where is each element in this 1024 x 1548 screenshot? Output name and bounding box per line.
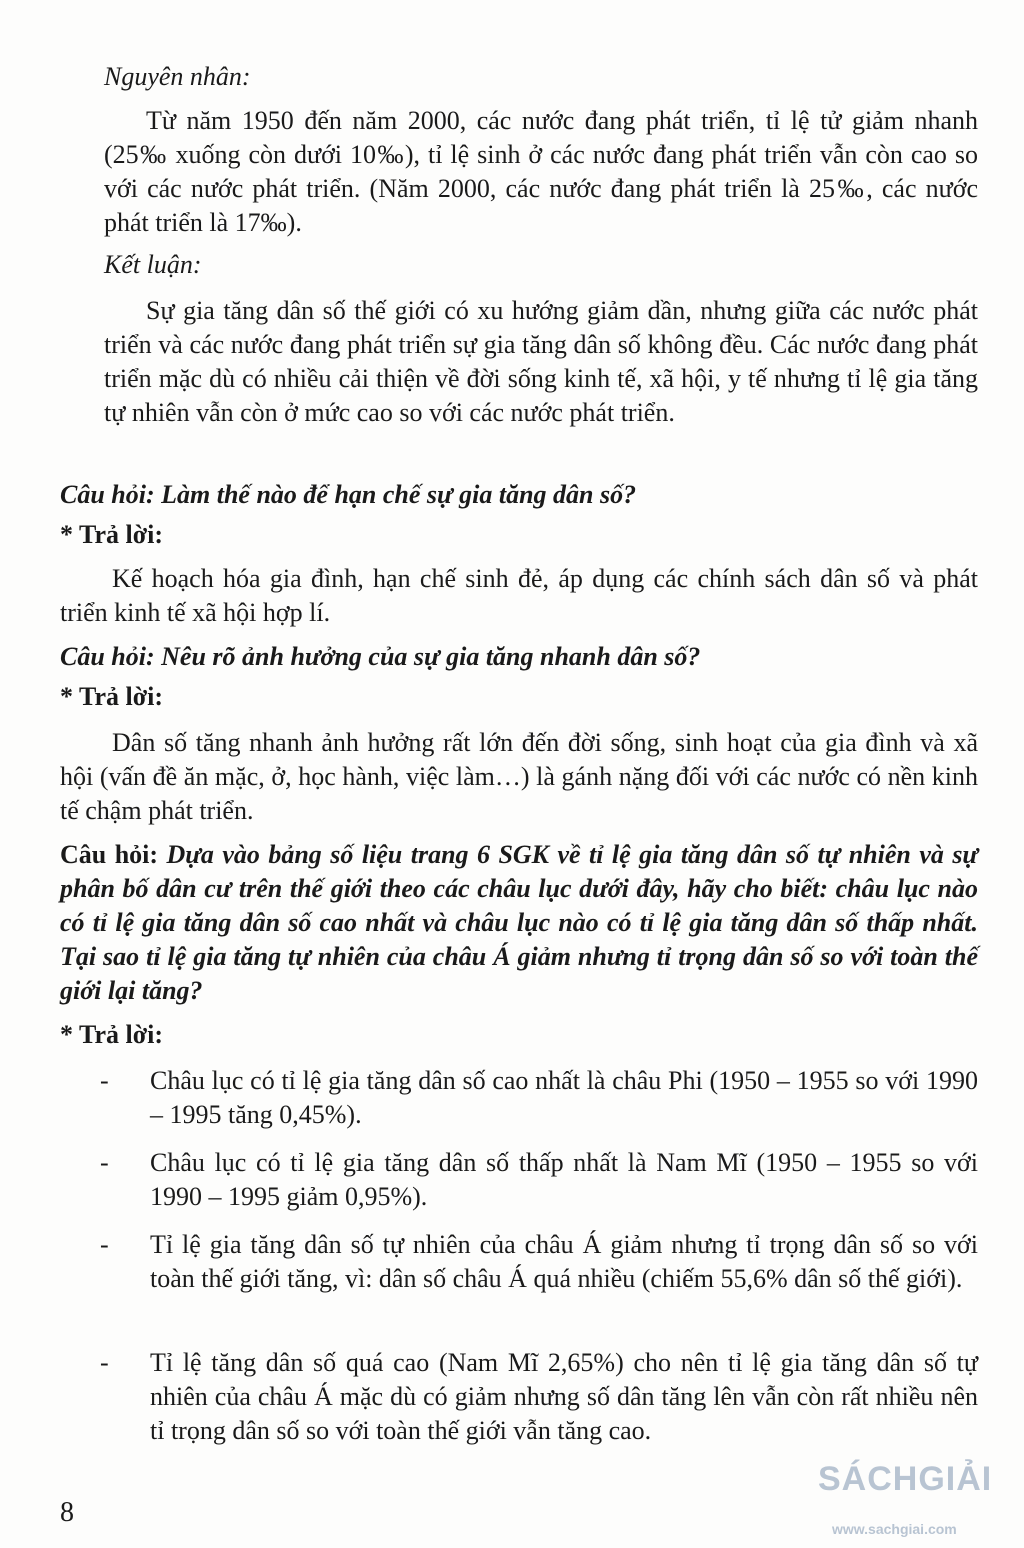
bullet-dash: - xyxy=(100,1348,109,1377)
answer-2: Dân số tăng nhanh ảnh hưởng rất lớn đến đời sống, sinh hoạt của gia đình và xã hội (vấn đề ăn mặc, ở, học hành, việc làm…) là gánh nặng đối với các nước có nền kinh tế chậm phát triển. xyxy=(60,728,978,825)
question-3 xyxy=(60,838,978,1008)
question-1: Câu hỏi: Làm thế nào để hạn chế sự gia tăng dân số? xyxy=(60,480,637,509)
bullet-dash: - xyxy=(100,1066,109,1095)
answer-label-3: * Trả lời: xyxy=(60,1020,163,1049)
question-3-body: Dựa vào bảng số liệu trang 6 SGK về tỉ lệ gia tăng dân số tự nhiên và sự phân bố dân cư trên thế giới theo các châu lục dưới đây, hãy cho biết: châu lục nào có tỉ lệ gia tăng dân số cao nhất và châu lục nào có tỉ lệ gia tăng dân số thấp nhất. Tại sao tỉ lệ gia tăng tự nhiên của châu Á giảm nhưng tỉ trọng dân số so với toàn thế giới lại tăng? xyxy=(60,840,979,1005)
answer-1: Kế hoạch hóa gia đình, hạn chế sinh đẻ, áp dụng các chính sách dân số và phát triển kinh tế xã hội hợp lí. xyxy=(60,564,978,627)
bullet-text: Châu lục có tỉ lệ gia tăng dân số thấp nhất là Nam Mĩ (1950 – 1955 so với 1990 – 1995 giảm 0,95%). xyxy=(150,1148,978,1211)
answer-label-2: * Trả lời: xyxy=(60,682,163,711)
watermark-url: www.sachgiai.com xyxy=(832,1521,957,1537)
sachgiai-watermark xyxy=(818,1462,1018,1542)
question-3-prefix: Câu hỏi: xyxy=(60,840,159,869)
conclusion-paragraph: Sự gia tăng dân số thế giới có xu hướng giảm dần, nhưng giữa các nước phát triển và các nước đang phát triển sự gia tăng dân số không đều. Các nước đang phát triển mặc dù có nhiều cải thiện về đời sống kinh tế, xã hội, y tế nhưng tỉ lệ gia tăng tự nhiên vẫn còn ở mức cao so với các nước phát triển. xyxy=(104,296,978,427)
bullet-text: Tỉ lệ gia tăng dân số tự nhiên của châu Á giảm nhưng tỉ trọng dân số so với toàn thế giới tăng, vì: dân số châu Á quá nhiều (chiếm 55,6% dân số thế giới). xyxy=(150,1230,978,1293)
bullet-dash: - xyxy=(100,1230,109,1259)
bullet-dash: - xyxy=(100,1148,109,1177)
answer-label-1: * Trả lời: xyxy=(60,520,163,549)
cause-label: Nguyên nhân: xyxy=(104,62,251,91)
bullet-text: Châu lục có tỉ lệ gia tăng dân số cao nhất là châu Phi (1950 – 1955 so với 1990 – 1995 tăng 0,45%). xyxy=(150,1066,978,1129)
page-number: 8 xyxy=(60,1497,74,1528)
cause-paragraph: Từ năm 1950 đến năm 2000, các nước đang phát triển, tỉ lệ tử giảm nhanh (25‰ xuống còn dưới 10‰), tỉ lệ sinh ở các nước đang phát triển vẫn còn cao so với các nước phát triển. (Năm 2000, các nước đang phát triển là 25‰, các nước phát triển là 17‰). xyxy=(104,106,978,237)
bullet-text: Tỉ lệ tăng dân số quá cao (Nam Mĩ 2,65%) cho nên tỉ lệ gia tăng dân số tự nhiên của châu Á mặc dù có giảm nhưng số dân tăng lên vẫn còn rất nhiều nên tỉ trọng dân số so với toàn thế giới vẫn tăng cao. xyxy=(150,1348,978,1445)
question-2: Câu hỏi: Nêu rõ ảnh hưởng của sự gia tăng nhanh dân số? xyxy=(60,642,701,671)
watermark-brand: SÁCHGIẢI xyxy=(818,1460,993,1498)
conclusion-label: Kết luận: xyxy=(104,250,202,279)
